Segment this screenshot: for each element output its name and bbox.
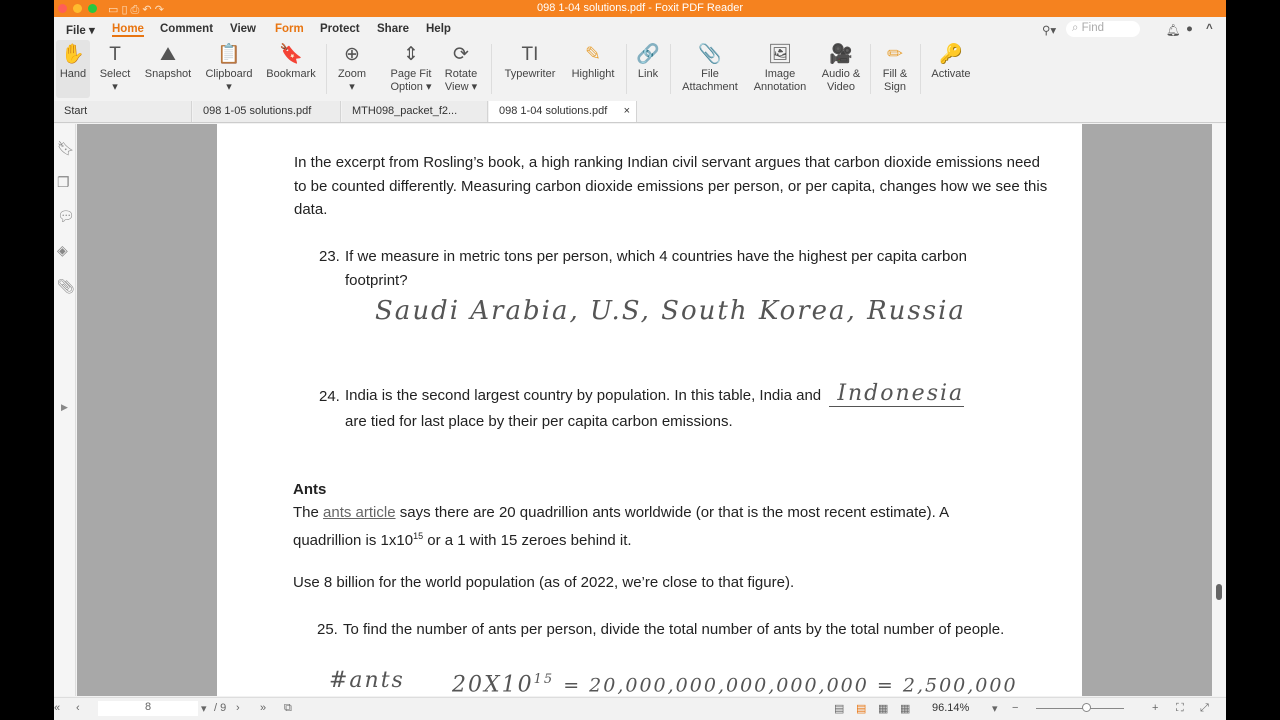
foxit-window bbox=[54, 0, 1226, 720]
single-page-view-icon[interactable]: ▤ bbox=[834, 703, 845, 715]
menu-help[interactable]: Help bbox=[426, 23, 451, 35]
close-tab-icon[interactable]: × bbox=[623, 105, 630, 117]
bookmarks-panel-icon[interactable]: 🔖︎ bbox=[57, 140, 75, 156]
tab-mth098-packet[interactable] bbox=[342, 101, 488, 122]
bell-icon[interactable]: 🔔︎ bbox=[1166, 25, 1181, 37]
exponent: 15 bbox=[413, 530, 424, 541]
tab-label: 098 1-04 solutions.pdf bbox=[499, 105, 608, 117]
tool-label: Zoom bbox=[337, 68, 367, 80]
ribbon-toolbar bbox=[54, 40, 1226, 98]
tool-label: File bbox=[701, 68, 719, 80]
text-select-icon: T bbox=[109, 44, 121, 65]
q24-text-cont: are tied for last place by their per capita carbon emissions. bbox=[345, 413, 733, 430]
tool-clipboard[interactable] bbox=[200, 40, 258, 98]
page-fit-icon: ⇕ bbox=[403, 44, 419, 65]
tool-label: Link bbox=[637, 68, 659, 80]
q24-line bbox=[345, 382, 964, 410]
zoom-slider[interactable] bbox=[1036, 708, 1124, 709]
tool-label: Activate bbox=[931, 68, 971, 80]
window-title: 098 1-04 solutions.pdf - Foxit PDF Reader bbox=[536, 2, 744, 14]
tab-label: Start bbox=[64, 105, 88, 117]
tab-start[interactable] bbox=[54, 101, 192, 122]
highlight-icon: ✎ bbox=[585, 44, 601, 65]
comments-panel-icon[interactable]: 💬︎ bbox=[57, 208, 75, 224]
fullscreen-icon[interactable]: ⤢ bbox=[1200, 702, 1209, 714]
tool-bookmark[interactable] bbox=[262, 40, 320, 98]
text: or a 1 with 15 zeroes behind it. bbox=[423, 531, 632, 549]
tool-label: Typewriter bbox=[504, 68, 556, 80]
menu-file[interactable]: File ▾ bbox=[66, 25, 95, 37]
find-input[interactable]: ⌕ Find bbox=[1066, 21, 1140, 37]
tool-zoom[interactable] bbox=[332, 40, 372, 98]
pdf-page bbox=[217, 124, 1082, 696]
pages-panel-icon[interactable]: ❐ bbox=[57, 174, 70, 190]
tool-page-fit[interactable] bbox=[386, 40, 436, 98]
zoom-icon: ⊕ bbox=[344, 44, 360, 65]
tool-label: Snapshot bbox=[144, 68, 192, 80]
hand-icon: ✋ bbox=[61, 44, 85, 65]
menu-share[interactable]: Share bbox=[377, 23, 409, 35]
menu-bar bbox=[54, 19, 1226, 39]
tool-link[interactable] bbox=[631, 40, 665, 98]
typewriter-icon: TI bbox=[521, 44, 539, 65]
rotate-page-icon[interactable]: ⧉ bbox=[284, 702, 292, 714]
tool-sublabel: ▾ bbox=[112, 81, 118, 93]
activate-icon: 🔑 bbox=[939, 44, 963, 65]
page-number-input[interactable] bbox=[98, 701, 198, 716]
snapshot-icon: ⛰ bbox=[160, 44, 176, 65]
tool-typewriter[interactable] bbox=[499, 40, 561, 98]
prev-page-button[interactable]: ‹ bbox=[76, 702, 80, 714]
intro-paragraph: In the excerpt from Rosling’s book, a high ranking Indian civil servant argues that carbon dioxide emissions need to be counted differently. Measuring carbon dioxide emissions per person, or per capita, changes how we see this data. bbox=[294, 154, 1048, 218]
minimize-window-button[interactable] bbox=[73, 4, 82, 13]
toolbar-separator bbox=[920, 44, 921, 94]
text: = 20,000,000,000,000,000 = 2,500,000 bbox=[563, 674, 1018, 696]
menu-home[interactable]: Home bbox=[112, 23, 144, 35]
population-paragraph: Use 8 billion for the world population (as of 2022, we’re close to that figure). bbox=[293, 574, 795, 591]
status-bar bbox=[54, 697, 1226, 720]
scroll-thumb[interactable] bbox=[1216, 584, 1222, 600]
toolbar-separator bbox=[626, 44, 627, 94]
q25-text: To find the number of ants per person, divide the total number of ants by the total number of people. bbox=[343, 621, 1005, 638]
text: The bbox=[293, 504, 324, 521]
left-panel bbox=[54, 124, 76, 696]
tool-highlight[interactable] bbox=[565, 40, 621, 98]
continuous-facing-icon[interactable]: ▦ bbox=[900, 703, 911, 715]
ants-article-link[interactable]: ants article bbox=[323, 504, 396, 521]
q23-handwritten-answer: Saudi Arabia, U.S, South Korea, Russia bbox=[375, 296, 966, 326]
page-total: / 9 bbox=[214, 702, 227, 714]
q23-text: If we measure in metric tons per person, which 4 countries have the highest per capita carbon footprint? bbox=[345, 248, 967, 289]
rotate-icon: ⟳ bbox=[453, 44, 469, 65]
menu-form[interactable]: Form bbox=[275, 23, 304, 35]
zoom-level[interactable]: 96.14% bbox=[932, 702, 970, 714]
tool-fill[interactable] bbox=[875, 40, 915, 98]
document-tabs bbox=[54, 100, 1226, 123]
tool-select[interactable] bbox=[95, 40, 135, 98]
tool-activate[interactable] bbox=[925, 40, 977, 98]
page-number: 8 bbox=[144, 701, 152, 713]
toolbar-separator bbox=[326, 44, 327, 94]
tool-sublabel: Annotation bbox=[753, 81, 807, 93]
tool-sublabel: ▾ bbox=[349, 81, 355, 93]
tool-label: Clipboard bbox=[205, 68, 253, 80]
image-annotation-icon: 🖼 bbox=[767, 44, 793, 65]
account-icon[interactable]: ● bbox=[1186, 23, 1193, 35]
tab-098-1-05[interactable] bbox=[193, 101, 341, 122]
title-bar bbox=[54, 0, 1226, 17]
tool-sublabel: Sign bbox=[883, 81, 907, 93]
tool-file[interactable] bbox=[679, 40, 741, 98]
q25-number: 25. bbox=[317, 621, 338, 638]
tool-sublabel: Video bbox=[827, 81, 855, 93]
fill-sign-icon: ✏ bbox=[887, 44, 903, 65]
next-page-button[interactable]: › bbox=[236, 702, 240, 714]
document-viewer[interactable] bbox=[77, 124, 1212, 696]
q24-number: 24. bbox=[319, 388, 340, 405]
text: 20X10 bbox=[452, 672, 534, 696]
tool-label: Select bbox=[99, 68, 131, 80]
tool-label: Page Fit bbox=[390, 68, 432, 80]
zoom-dropdown-icon[interactable]: ▾ bbox=[992, 703, 998, 715]
tool-sublabel: View ▾ bbox=[444, 81, 478, 93]
layers-panel-icon[interactable]: ◈ bbox=[57, 242, 68, 258]
menu-comment[interactable]: Comment bbox=[160, 23, 214, 35]
clipboard-icon: 📋 bbox=[217, 44, 241, 65]
tool-snapshot[interactable] bbox=[141, 40, 195, 98]
tab-label: 098 1-05 solutions.pdf bbox=[203, 105, 312, 117]
ants-paragraph bbox=[293, 501, 953, 552]
tool-audio[interactable] bbox=[817, 40, 865, 98]
vertical-scrollbar[interactable] bbox=[1212, 124, 1226, 696]
tool-image[interactable] bbox=[750, 40, 810, 98]
continuous-view-icon[interactable]: ▤ bbox=[856, 703, 867, 715]
toolbar-separator bbox=[870, 44, 871, 94]
q24-handwritten-answer: Indonesia bbox=[829, 382, 964, 407]
bookmark-icon: 🔖 bbox=[279, 44, 303, 65]
hw-ants-label: #ants bbox=[329, 668, 405, 693]
zoom-slider-thumb[interactable] bbox=[1082, 703, 1091, 712]
tab-098-1-04[interactable] bbox=[489, 101, 637, 122]
toolbar-separator bbox=[491, 44, 492, 94]
page-dropdown-icon[interactable]: ▾ bbox=[201, 703, 207, 715]
tool-sublabel: Option ▾ bbox=[390, 81, 432, 93]
tool-label: Highlight bbox=[571, 68, 615, 80]
hw-calculation bbox=[452, 672, 1018, 696]
file-attachment-icon: 📎 bbox=[698, 44, 722, 65]
ants-heading: Ants bbox=[293, 481, 327, 498]
close-window-button[interactable] bbox=[58, 4, 67, 13]
tool-label: Audio & bbox=[821, 68, 861, 80]
maximize-window-button[interactable] bbox=[88, 4, 97, 13]
tool-label: Bookmark bbox=[266, 68, 316, 80]
tool-rotate[interactable] bbox=[438, 40, 484, 98]
q24-text: India is the second largest country by population. In this table, India and bbox=[345, 387, 822, 404]
tool-label: Fill & bbox=[882, 68, 908, 80]
collapse-ribbon-icon[interactable]: ^ bbox=[1206, 23, 1213, 35]
exponent: 15 bbox=[533, 672, 555, 687]
toolbar-separator bbox=[670, 44, 671, 94]
q23-number: 23. bbox=[319, 248, 340, 265]
find-placeholder: Find bbox=[1081, 22, 1105, 34]
audio-video-icon: 🎥 bbox=[829, 44, 853, 65]
tool-sublabel: ▾ bbox=[226, 81, 232, 93]
first-page-button[interactable]: « bbox=[54, 702, 61, 714]
zoom-in-button[interactable]: + bbox=[1152, 702, 1159, 714]
attachments-panel-icon[interactable]: 📎︎ bbox=[57, 278, 75, 294]
tab-label: MTH098_packet_f2... bbox=[352, 105, 458, 117]
link-icon: 🔗 bbox=[636, 44, 660, 65]
tool-sublabel: Attachment bbox=[682, 81, 738, 93]
tool-label: Image bbox=[764, 68, 796, 80]
expand-panel-icon[interactable]: ▶ bbox=[61, 402, 68, 412]
zoom-out-button[interactable]: − bbox=[1012, 702, 1019, 714]
text: says there are 20 quadrillion ants worldwide (or that is the most recent estimate). A quadrillion is 1x10 bbox=[293, 504, 949, 549]
tool-hand[interactable] bbox=[56, 40, 90, 98]
open-icon[interactable]: ▭ ▯ ⎙ ↶ ↷ bbox=[108, 4, 164, 16]
search-options-icon[interactable]: ⚲▾ bbox=[1042, 25, 1057, 37]
menu-view[interactable]: View bbox=[230, 23, 256, 35]
facing-view-icon[interactable]: ▦ bbox=[878, 703, 889, 715]
last-page-button[interactable]: » bbox=[260, 702, 267, 714]
tool-label: Hand bbox=[59, 68, 87, 80]
fit-page-icon[interactable]: ⛶ bbox=[1176, 702, 1184, 714]
menu-protect[interactable]: Protect bbox=[320, 23, 360, 35]
tool-label: Rotate bbox=[444, 68, 478, 80]
